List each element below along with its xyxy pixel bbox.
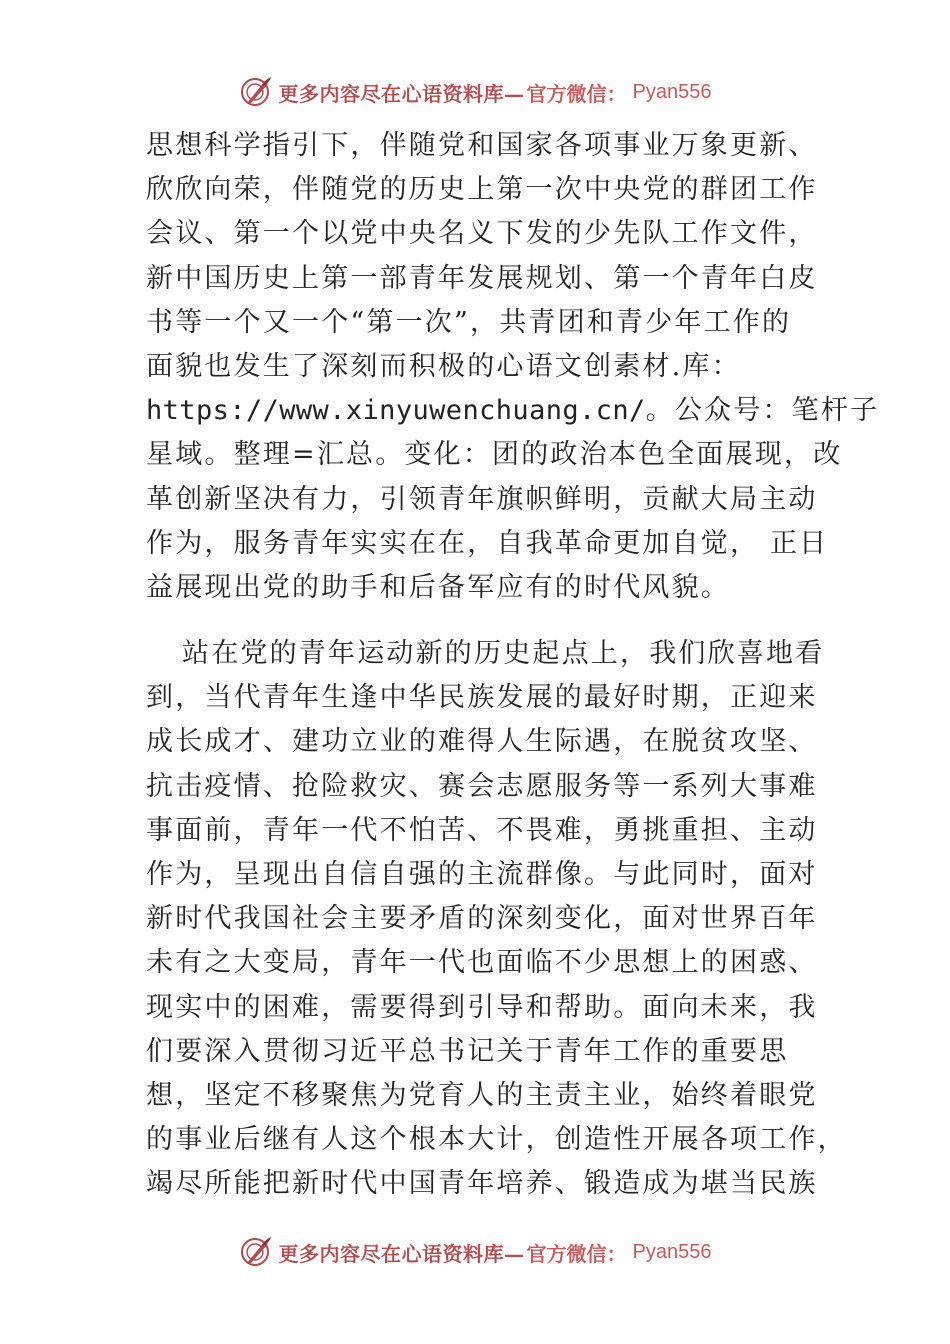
text-line: 作为，呈现出自信自强的主流群像。与此同时，面对 xyxy=(146,859,818,890)
paragraph-1 xyxy=(146,124,880,610)
text-line: 新中国历史上第一部青年发展规划、第一个青年白皮 xyxy=(146,262,818,294)
text-line: 星域。整理=汇总。变化：团的政治本色全面展现，改 xyxy=(146,439,843,471)
header-wechat-id: Pyan556 xyxy=(632,80,712,103)
header-banner xyxy=(0,72,950,112)
text-line: 未有之大变局，青年一代也面临不少思想上的困惑、 xyxy=(146,947,818,979)
paragraph-2 xyxy=(146,632,847,1206)
text-line: 欣欣向荣，伴随党的历史上第一次中央党的群团工作 xyxy=(146,174,818,206)
text-line: 站在党的青年运动新的历史起点上，我们欣喜地看 xyxy=(182,638,825,670)
quill-logo-icon xyxy=(239,75,273,109)
text-line-tail: 。公众号：笔杆子 xyxy=(645,395,880,427)
text-line: 会议、第一个以党中央名义下发的少先队工作文件， xyxy=(146,218,818,250)
document-body xyxy=(146,124,880,1207)
header-wechat-label: 官方微信： xyxy=(526,81,627,106)
text-line: 书等一个又一个“第一次”，共青团和青少年工作的 xyxy=(146,306,792,338)
text-line: 们要深入贯彻习近平总书记关于青年工作的重要思 xyxy=(146,1035,789,1067)
text-line: 到，当代青年生逢中华民族发展的最好时期，正迎来 xyxy=(146,682,818,714)
footer-banner xyxy=(0,1232,950,1272)
text-line: 思想科学指引下，伴随党和国家各项事业万象更新、 xyxy=(146,130,818,161)
text-line: 新时代我国社会主要矛盾的深刻变化，面对世界百年 xyxy=(146,903,818,935)
text-line: 事面前，青年一代不怕苦、不畏难，勇挑重担、主动 xyxy=(146,814,818,846)
text-line: 现实中的困难，需要得到引导和帮助。面向未来，我 xyxy=(146,991,818,1023)
quill-logo-icon xyxy=(239,1235,273,1269)
paragraph-gap xyxy=(146,610,826,632)
url-line xyxy=(146,389,880,433)
text-line: 想，坚定不移聚焦为党育人的主责主业，始终着眼党 xyxy=(146,1079,818,1111)
text-line: 成长成才、建功立业的难得人生际遇，在脱贫攻坚、 xyxy=(146,726,818,758)
text-line: 面貌也发生了深刻而积极的心语文创素材.库： xyxy=(146,350,741,382)
footer-wechat-id: Pyan556 xyxy=(632,1240,712,1263)
text-line: 竭尽所能把新时代中国青年培养、锻造成为堪当民族 xyxy=(146,1168,818,1200)
footer-wechat-label: 官方微信： xyxy=(526,1241,627,1266)
text-line: 抗击疫情、抢险救灾、赛会志愿服务等一系列大事难 xyxy=(146,770,818,802)
text-line: 作为，服务青年实实在在，自我革命更加自觉， 正日 xyxy=(146,527,829,559)
website-url: https://www.xinyuwenchuang.cn/ xyxy=(146,395,646,427)
footer-slogan: 更多内容尽在心语资料库— xyxy=(278,1241,525,1266)
text-line: 革创新坚决有力，引领青年旗帜鲜明，贡献大局主动 xyxy=(146,483,818,515)
text-line: 益展现出党的助手和后备军应有的时代风貌。 xyxy=(146,571,730,603)
header-slogan: 更多内容尽在心语资料库— xyxy=(278,81,525,106)
text-line: 的事业后继有人这个根本大计，创造性开展各项工作， xyxy=(146,1124,847,1156)
